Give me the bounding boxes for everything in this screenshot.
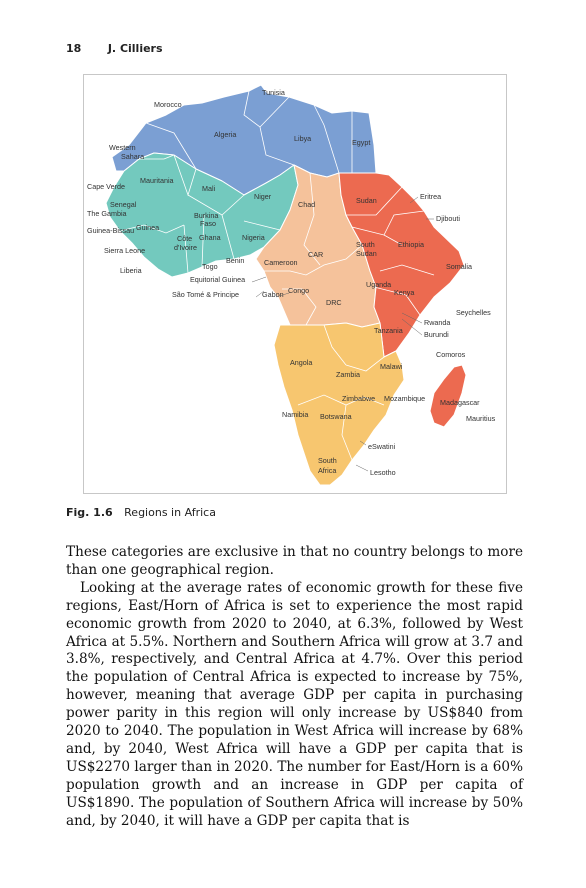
- label-senegal: Senegal: [110, 200, 137, 209]
- label-madagascar: Madagascar: [440, 398, 480, 407]
- label-guinea-bissau: Guinea-Bissau: [87, 226, 135, 235]
- label-sao-tome: São Tomé & Principe: [172, 290, 239, 299]
- label-libya: Libya: [294, 134, 312, 143]
- paragraph-2: Looking at the average rates of economic growth for these five regions, East/Horn of Africa is set to experience the most rapid economic growth from 2020 to 2040, at 6.3%, followed by West Africa at 5.5%. Northern and Southern Africa will grow at 3.7 and 3.8%, respectively, and Central Africa at 4.7%. Over this period the population of Central Africa is expected to increase by 75%, however, meaning that average GDP per capita in purchasing power parity in this region will only increase by US$840 from 2020 to 2040. The population in West Africa will increase by 68% and, by 2040, West Africa will have a GDP per capita that is US$2270 larger than in 2020. The number for East/Horn is a 60% population growth and an increase in GDP per capita of US$1890. The population of Southern Africa will increase by 50% and, by 2040, it will have a GDP per capita that is: [66, 579, 523, 829]
- label-niger: Niger: [254, 192, 272, 201]
- label-benin: Benin: [226, 256, 245, 265]
- label-somalia: Somalia: [446, 262, 472, 271]
- label-djibouti: Djibouti: [436, 214, 460, 223]
- label-sierra-leone: Sierra Leone: [104, 246, 146, 255]
- label-gabon: Gabon: [262, 290, 284, 299]
- label-mali: Mali: [202, 184, 216, 193]
- label-egypt: Egypt: [352, 138, 371, 147]
- figure-caption: [66, 506, 216, 519]
- label-western-sahara-2: Sahara: [121, 152, 145, 161]
- body-text: [66, 544, 523, 831]
- label-rwanda: Rwanda: [424, 318, 451, 327]
- label-mauritania: Mauritania: [140, 176, 174, 185]
- label-sudan: Sudan: [356, 196, 377, 205]
- label-drc: DRC: [326, 298, 342, 307]
- label-chad: Chad: [298, 200, 316, 209]
- label-car: CAR: [308, 250, 324, 259]
- label-nigeria: Nigeria: [242, 233, 265, 242]
- label-togo: Togo: [202, 262, 218, 271]
- label-botswana: Botswana: [320, 412, 352, 421]
- label-liberia: Liberia: [120, 266, 142, 275]
- label-mozambique: Mozambique: [384, 394, 426, 403]
- label-burkina-2: Faso: [200, 219, 216, 228]
- label-angola: Angola: [290, 358, 313, 367]
- label-ethiopia: Ethiopia: [398, 240, 424, 249]
- paragraph-1: These categories are exclusive in that no country belongs to more than one geographical region.: [66, 544, 523, 578]
- label-eritrea: Eritrea: [420, 192, 442, 201]
- label-cote-1: Côte: [177, 234, 193, 243]
- page-number: 18: [66, 42, 82, 55]
- figure-number: Fig. 1.6: [66, 506, 113, 519]
- label-namibia: Namibia: [282, 410, 309, 419]
- figure-title: Regions in Africa: [124, 506, 216, 519]
- label-western-sahara-1: Western: [109, 143, 136, 152]
- africa-map: [84, 75, 508, 495]
- label-congo: Congo: [288, 286, 310, 295]
- label-south-sudan-2: Sudan: [356, 249, 377, 258]
- label-tunisia: Tunisia: [262, 88, 285, 97]
- label-kenya: Kenya: [394, 288, 415, 297]
- label-cote-2: d'Ivoire: [174, 243, 197, 252]
- label-burundi: Burundi: [424, 330, 449, 339]
- africa-regions-figure: [83, 74, 507, 494]
- madagascar-shape: [430, 365, 466, 427]
- label-mauritius: Mauritius: [466, 414, 496, 423]
- label-zimbabwe: Zimbabwe: [342, 394, 376, 403]
- label-seychelles: Seychelles: [456, 308, 491, 317]
- label-guinea: Guinea: [136, 223, 160, 232]
- label-eswatini: eSwatini: [368, 442, 396, 451]
- label-algeria: Algeria: [214, 130, 237, 139]
- label-malawi: Malawi: [380, 362, 403, 371]
- label-lesotho: Lesotho: [370, 468, 396, 477]
- label-equatorial-guinea: Equitorial Guinea: [190, 275, 246, 284]
- label-south-africa-2: Africa: [318, 466, 337, 475]
- label-cameroon: Cameroon: [264, 258, 298, 267]
- label-burkina-1: Burkina: [194, 211, 219, 220]
- label-gambia: The Gambia: [87, 209, 127, 218]
- label-uganda: Uganda: [366, 280, 392, 289]
- label-south-sudan-1: South: [356, 240, 375, 249]
- running-header: [66, 42, 163, 55]
- label-ghana: Ghana: [199, 233, 221, 242]
- label-zambia: Zambia: [336, 370, 360, 379]
- running-author: J. Cilliers: [107, 42, 163, 55]
- label-comoros: Comoros: [436, 350, 466, 359]
- label-tanzania: Tanzania: [374, 326, 403, 335]
- label-morocco: Morocco: [154, 100, 182, 109]
- label-south-africa-1: South: [318, 456, 337, 465]
- label-cape-verde: Cape Verde: [87, 182, 125, 191]
